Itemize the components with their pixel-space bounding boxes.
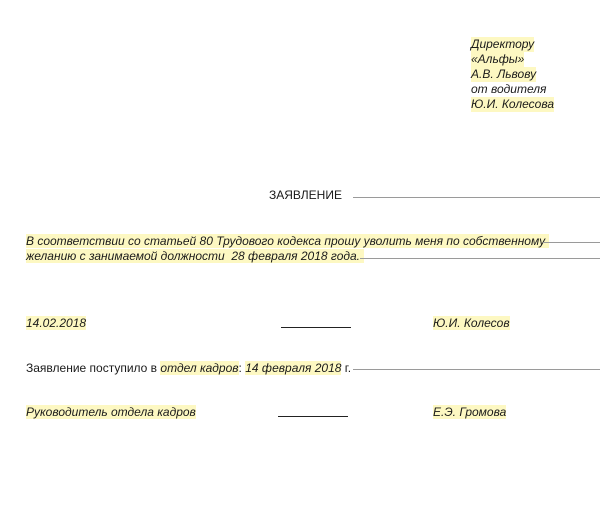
receipt-date: 14 февраля 2018 [245, 361, 342, 375]
recipient-line-5: Ю.И. Колесова [471, 97, 554, 111]
recipient-line-4: от водителя [471, 82, 547, 96]
body-line-2 [26, 249, 364, 263]
dismissal-date: 28 февраля 2018 года. [231, 249, 361, 263]
manager-signature-line [278, 416, 348, 417]
document-title: ЗАЯВЛЕНИЕ [269, 188, 342, 202]
recipient-line-3: А.В. Львову [471, 67, 537, 81]
body-line-2-text: желанию с занимаемой должности [26, 249, 225, 263]
body-guide-line-1 [543, 242, 600, 243]
body-guide-line-2 [360, 258, 600, 259]
receipt-guide-line [353, 369, 600, 370]
manager-name: Е.Э. Громова [433, 405, 507, 419]
recipient-line-2: «Альфы» [471, 52, 525, 66]
title-guide-line [353, 197, 600, 198]
recipient-line-1: Директору [471, 37, 535, 51]
receipt-prefix: Заявление поступило в [26, 361, 158, 375]
manager-title: Руководитель отдела кадров [26, 405, 196, 419]
signature-line [281, 327, 351, 328]
body-line-1: В соответствии со статьей 80 Трудового кодекса прошу уволить меня по собственному [26, 234, 549, 248]
receipt-suffix: г. [344, 361, 352, 375]
receipt-line [26, 361, 351, 375]
receipt-colon: : [238, 361, 242, 375]
applicant-name: Ю.И. Колесов [433, 316, 510, 330]
receipt-department: отдел кадров [160, 361, 239, 375]
application-date: 14.02.2018 [26, 316, 87, 330]
